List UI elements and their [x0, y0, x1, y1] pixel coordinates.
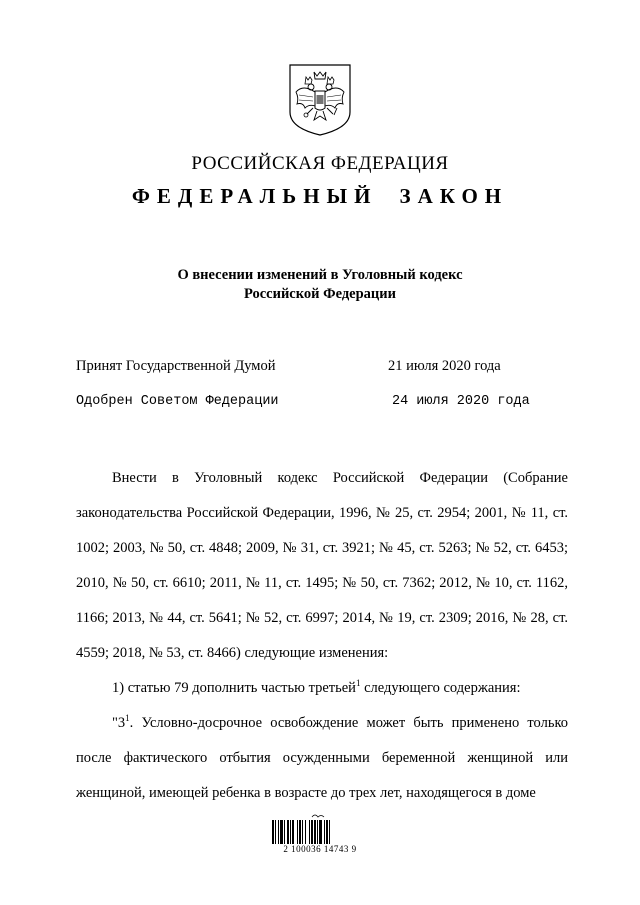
law-title: [0, 266, 640, 304]
council-approval-label: Одобрен Советом Федерации: [76, 394, 279, 409]
law-word-law: ЗАКОН: [399, 184, 509, 208]
council-approval-row: [76, 394, 546, 409]
document-type-heading: [0, 184, 640, 209]
law-word-federal: ФЕДЕРАЛЬНЫЙ: [131, 184, 378, 208]
law-body: [76, 461, 568, 811]
body-paragraph-1: Внести в Уголовный кодекс Российской Федерации (Собрание законодательства Российской Федерации, 1996, № 25, ст. 2954; 2001, № 11, ст. 1002; 2003, № 50, ст. 4848; 2009, № 31, ст. 3921; № 45, ст. 5263; № 52, ст. 6453; 2010, № 50, ст. 6610; 2011, № 11, ст. 1495; № 50, ст. 7362; 2012, № 10, ст. 1162, 1166; 2013, № 44, ст. 5641; № 52, ст. 6997; 2014, № 19, ст. 2309; 2016, № 28, ст. 4559; 2018, № 53, ст. 8466) следующие изменения:: [76, 470, 568, 661]
body-paragraph-3: "$3^1$. Условно-досрочное освобождение может быть применено только после фактического отбытия осужденными беременной женщиной или женщиной, имеющей ребенка в возрасте до трех лет, находящегося в доме: [76, 713, 568, 801]
body-paragraph-2: 1) статью 79 дополнить частью третьей$^1$ следующего содержания:: [112, 678, 521, 696]
law-title-line-2: Российской Федерации: [243, 286, 396, 302]
law-title-line-1: О внесении изменений в Уголовный кодекс: [177, 267, 463, 283]
duma-adoption-date: 21 июля 2020 года: [388, 358, 501, 374]
country-name: РОССИЙСКАЯ ФЕДЕРАЦИЯ: [191, 153, 449, 174]
superscript-marker: 1: [125, 713, 130, 724]
barcode-number: 2 100036 14743 9: [283, 844, 357, 854]
duma-adoption-row: [76, 358, 546, 375]
duma-adoption-label: Принят Государственной Думой: [76, 358, 276, 374]
coat-of-arms-emblem: [287, 62, 353, 138]
council-approval-date: 24 июля 2020 года: [392, 394, 530, 409]
superscript-marker: 1: [355, 678, 361, 689]
